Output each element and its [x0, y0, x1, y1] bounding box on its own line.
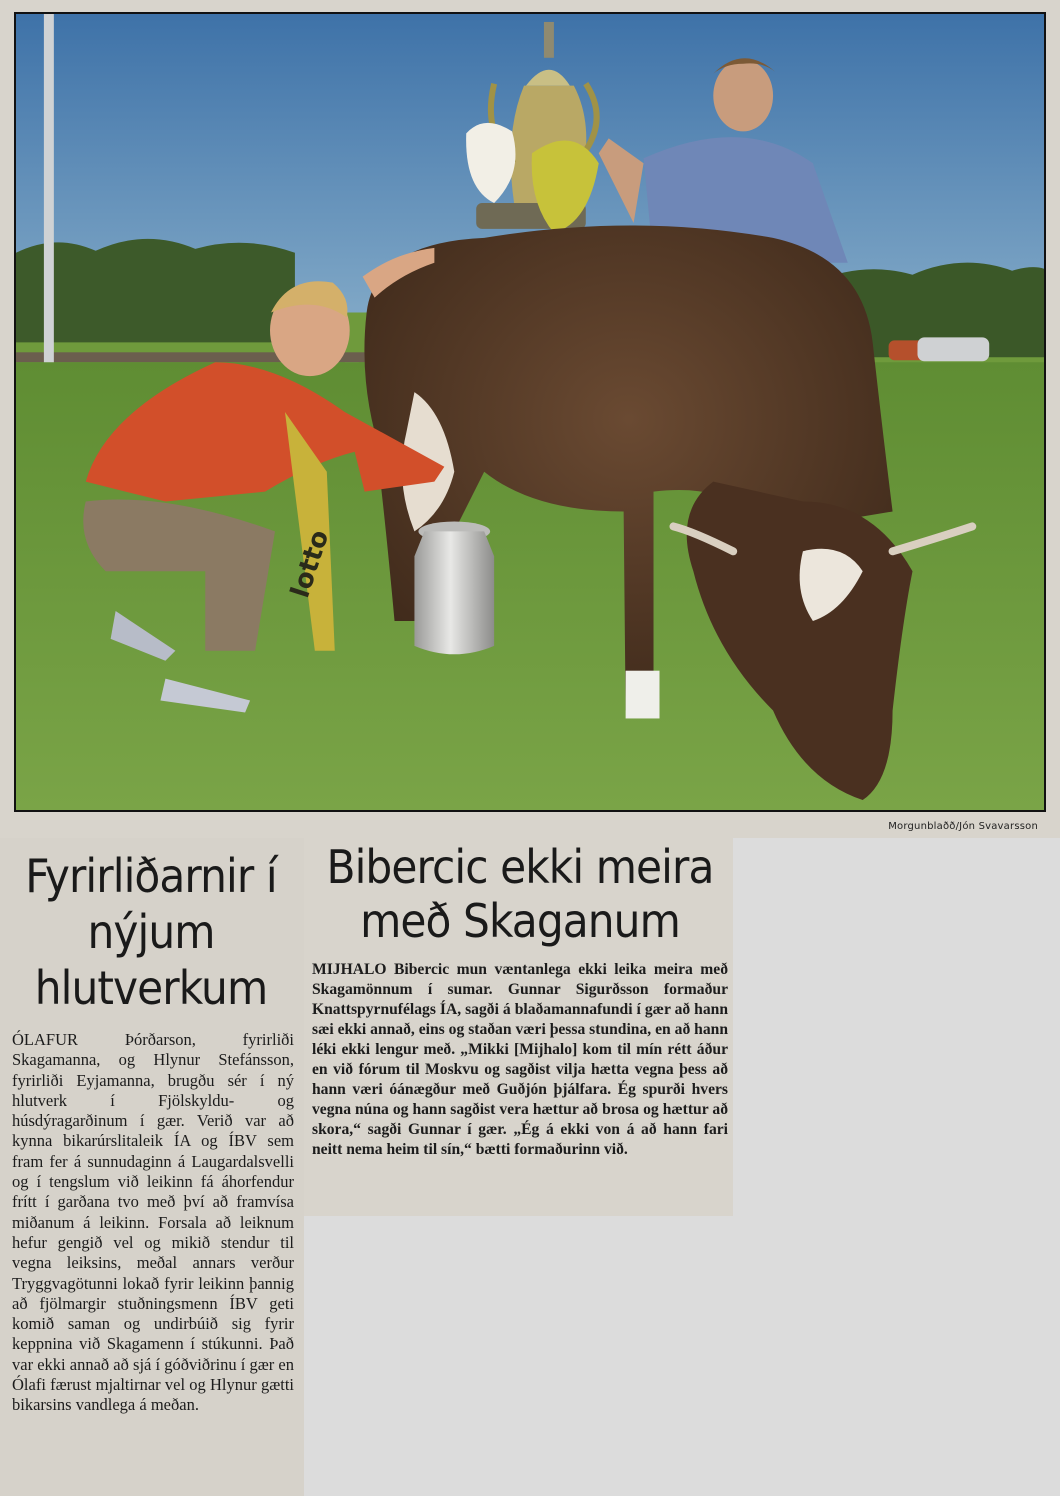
right-lead-word: MIJHALO	[312, 961, 387, 978]
right-article-body	[312, 960, 728, 1160]
left-body-text: Þórðarson, fyrirliði Skagamanna, og Hlynur Stefánsson, fyrirliði Eyjamanna, brugðu sér í ný hlutverk í Fjölskyldu- og húsdýragarðinum í gær. Verið var að kynna bikarúrslitaleik ÍA og ÍBV sem fram fer á sunnudaginn á Laugardalsvelli og í tengslum við leikinn fá áhorfendur frítt í garðana tvo með því að framvísa miðanum á leikinn. Forsala að leiknum hefur gengið vel og mikið stendur til vegna leiksins, meðal annars verður Tryggvagötunni lokað fyrir leikinn þannig að fjölmargir stuðningsmenn ÍBV geti komið saman og undirbúið sig fyrir keppnina við Skagamenn í stúkunni. Það var ekki annað að sjá í góðviðrinu í gær en Ólafi færust mjaltirnar vel og Hlynur gætti bikarsins vandlega á meðan.	[12, 1030, 294, 1415]
trophy-figure	[544, 22, 554, 58]
right-body-text: Bibercic mun væntanlega ekki leika meira með Skagamönnum í sumar. Gunnar Sigurðsson formaður Knattspyrnufélags ÍA, sagði á blaðamannafundi í gær að hann sæi ekki annað, eins og staðan væri þessa stundina, en að hann léki ekki lengur með. „Mikki [Mijhalo] kom til mín rétt áður en við fórum til Moskvu og sagðist vilja hætta vegna þess að hann væri óánægður með Guðjón þjálfara. Ég spurði hvers vegna núna og hann sagðist vera hættur að brosa og hættur að skora,“ sagði Gunnar í gær. „Ég á ekki von á að hann fari neitt nema heim til sín,“ bætti formaðurinn við.	[312, 961, 728, 1158]
parked-car-white	[917, 337, 989, 361]
tree-line-left	[16, 239, 295, 343]
news-photo	[14, 12, 1046, 812]
photo-illustration	[16, 14, 1044, 810]
fence-rail	[16, 352, 414, 362]
left-headline: Fyrirliðarnir í nýjum hlutverkum	[25, 849, 277, 1015]
scarf-text: lotto	[285, 526, 336, 602]
photo-credit: Morgunblaðð/Jón Svavarsson	[888, 821, 1038, 832]
left-article-body	[12, 1030, 294, 1416]
left-lead-word: ÓLAFUR	[12, 1030, 79, 1049]
right-headline: Bibercic ekki meira með Skaganum	[326, 840, 714, 948]
standing-man-head	[713, 60, 773, 132]
milk-can	[414, 531, 494, 654]
cow-white-leg	[626, 671, 660, 719]
